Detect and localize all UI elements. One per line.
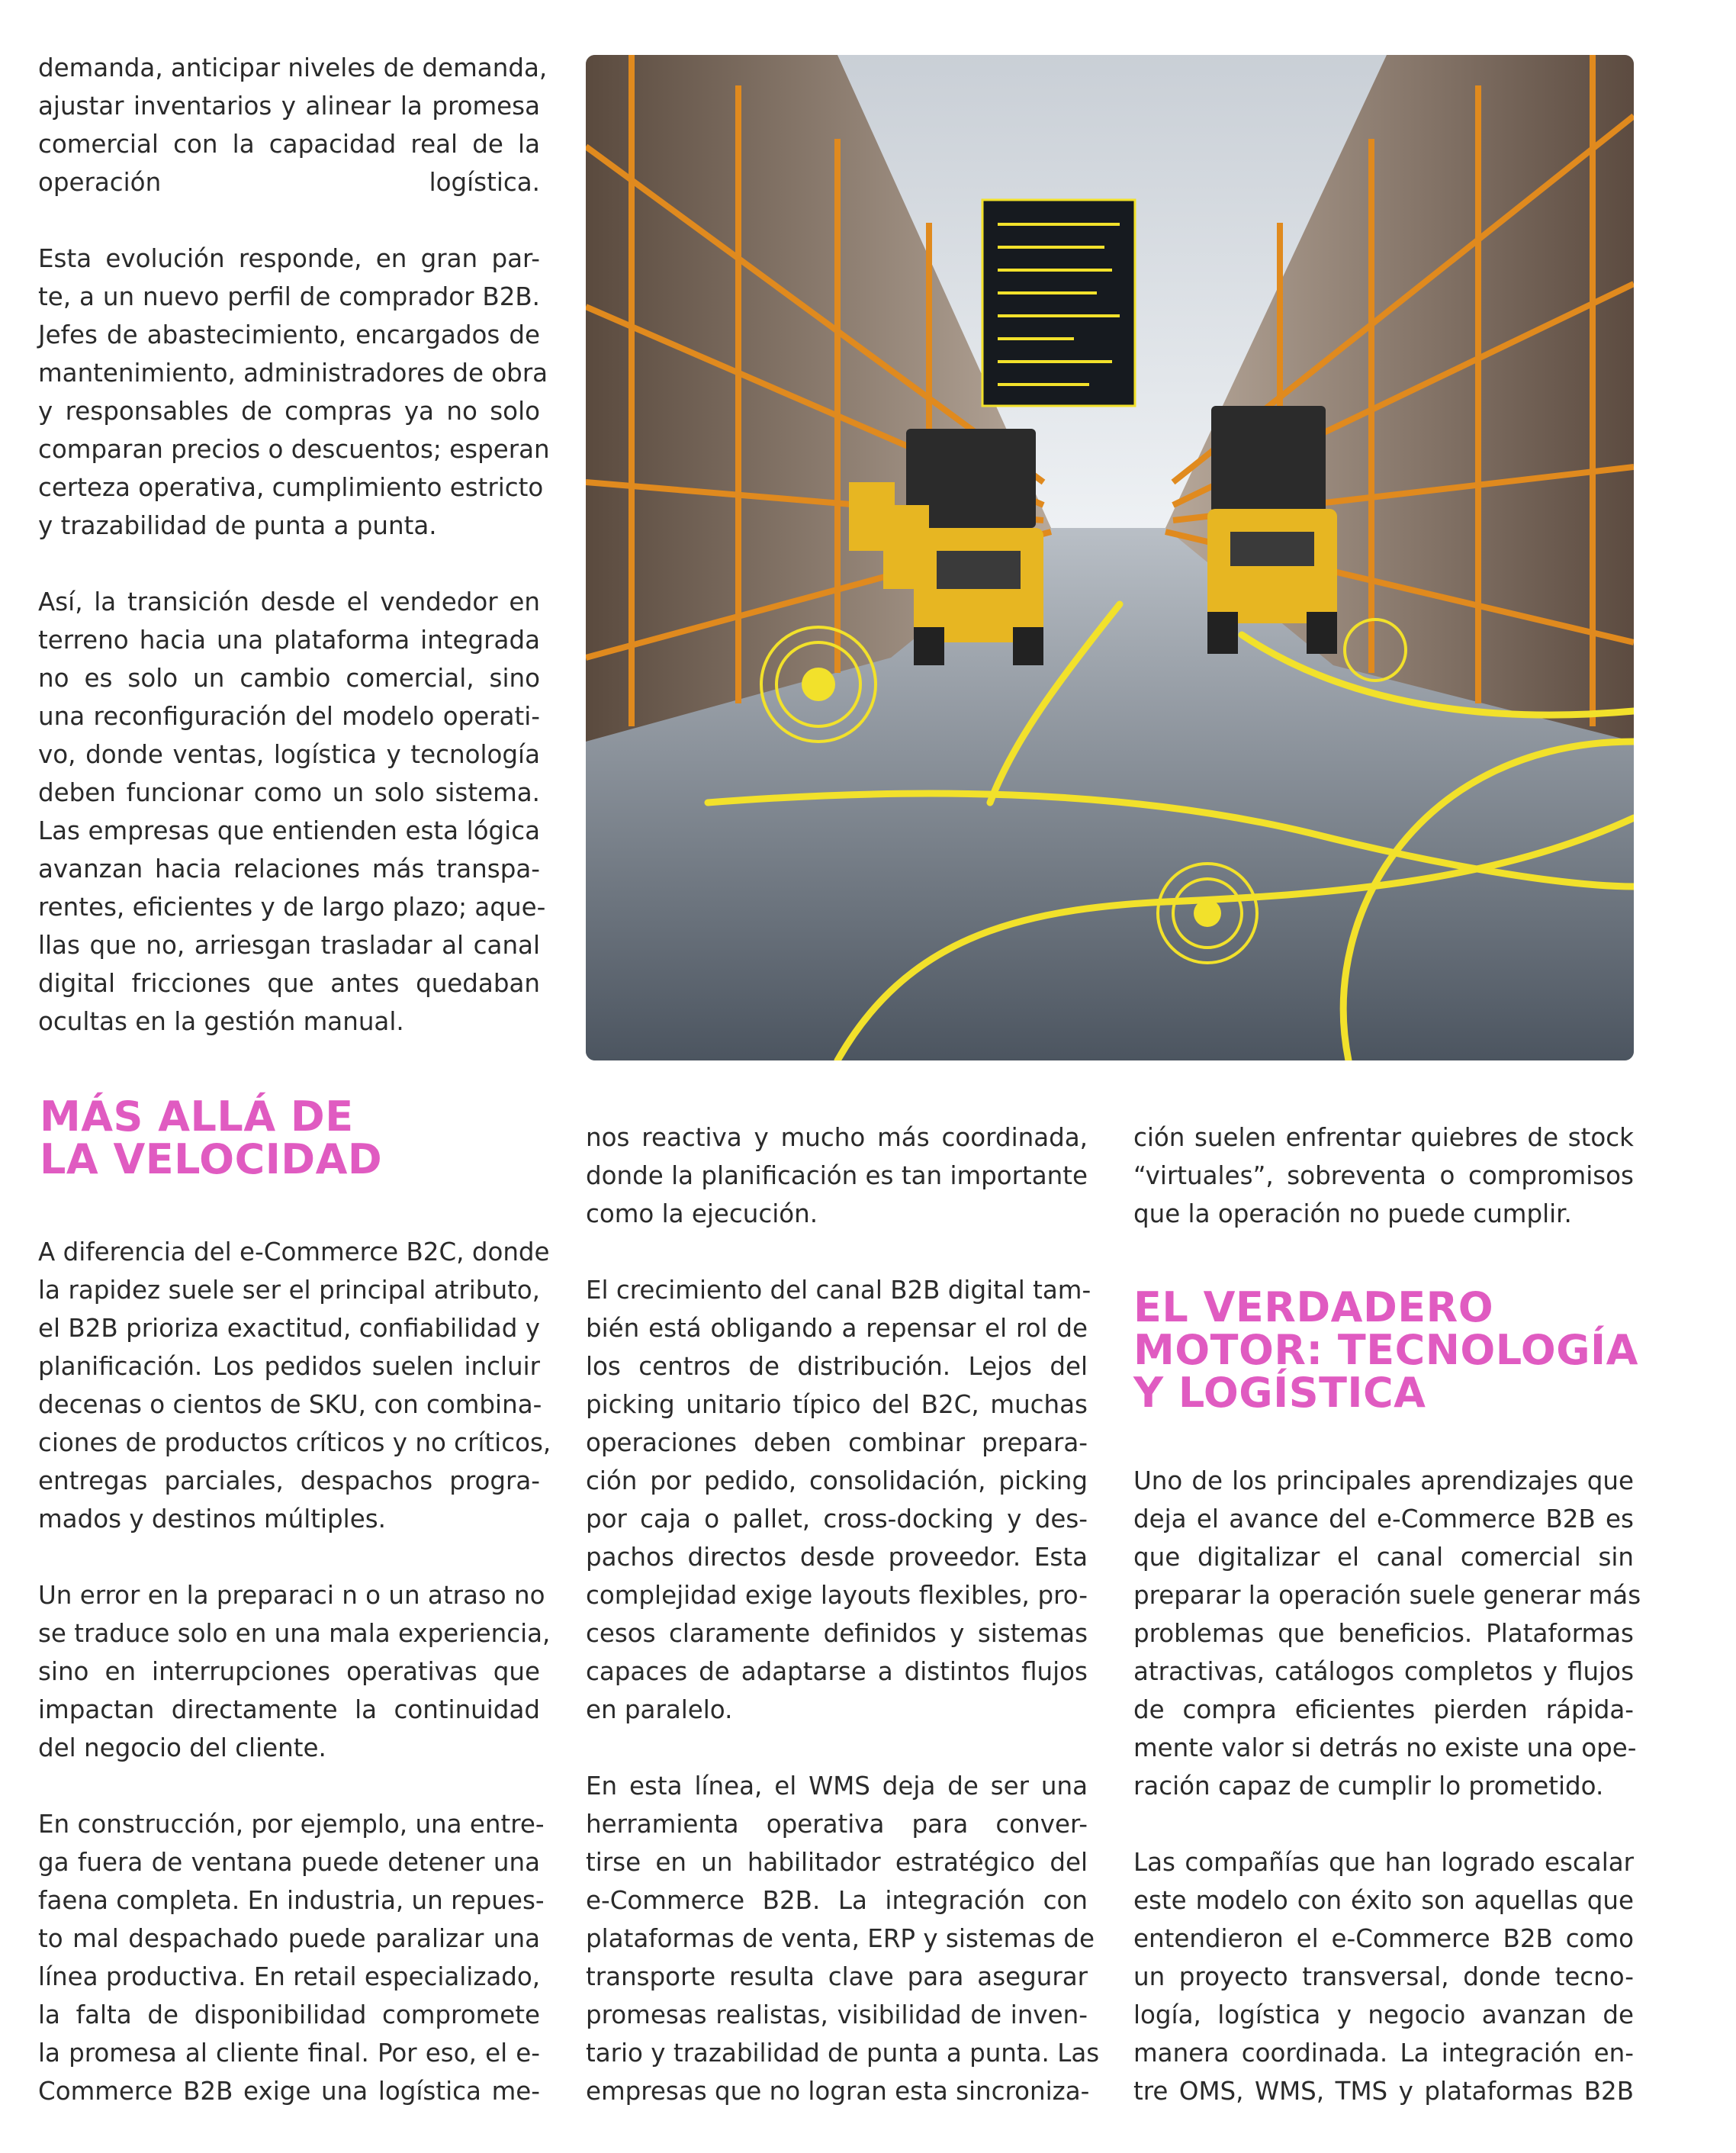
text-line: se traduce solo en una mala experiencia, bbox=[38, 1619, 551, 1648]
column2-paragraph-1 bbox=[586, 1118, 1088, 1233]
text-line: no es solo un cambio comercial, sino bbox=[38, 664, 540, 693]
text-line: manera coordinada. La integración en- bbox=[1133, 2039, 1634, 2068]
text-line: vo, donde ventas, logística y tecnología bbox=[38, 740, 540, 769]
text-line: planificación. Los pedidos suelen incluir bbox=[38, 1352, 540, 1381]
text-line: capaces de adaptarse a distintos flujos bbox=[586, 1657, 1088, 1686]
text-line: deja el avance del e-Commerce B2B es bbox=[1133, 1505, 1634, 1533]
text-line: El crecimiento del canal B2B digital tam- bbox=[586, 1276, 1091, 1305]
text-line: línea productiva. En retail especializado, bbox=[38, 1962, 541, 1991]
text-line: cesos claramente definidos y sistemas bbox=[586, 1619, 1088, 1648]
text-line: faena completa. En industria, un repues- bbox=[38, 1886, 545, 1915]
text-line: to mal despachado puede paralizar una bbox=[38, 1924, 540, 1953]
text-line: Las empresas que entienden esta lógica bbox=[38, 816, 540, 845]
text-line: bién está obligando a repensar el rol de bbox=[586, 1314, 1088, 1343]
text-line: ga fuera de ventana puede detener una bbox=[38, 1848, 540, 1877]
text-line: Un error en la preparaci n o un atraso no bbox=[38, 1581, 545, 1610]
text-line: Jefes de abastecimiento, encargados de bbox=[38, 320, 540, 349]
text-line: mantenimiento, administradores de obra bbox=[38, 359, 548, 388]
text-line: logía, logística y negocio avanzan de bbox=[1133, 2000, 1634, 2029]
text-line: certeza operativa, cumplimiento estricto bbox=[38, 473, 544, 502]
section1-paragraph-1 bbox=[38, 1233, 551, 1538]
heading-line-2: LA VELOCIDAD bbox=[40, 1135, 383, 1183]
text-line: atractivas, catálogos completos y flujos bbox=[1133, 1657, 1634, 1686]
warehouse-forklifts-image bbox=[586, 55, 1634, 1060]
text-line: preparar la operación suele generar más bbox=[1133, 1581, 1641, 1610]
text-line: el B2B prioriza exactitud, confiabilidad y bbox=[38, 1314, 540, 1343]
text-line: ciones de productos críticos y no críticos, bbox=[38, 1428, 551, 1457]
text-line: ración capaz de cumplir lo prometido. bbox=[1133, 1772, 1604, 1801]
heading-line-1: MÁS ALLÁ DE bbox=[40, 1093, 354, 1141]
section1-paragraph-3 bbox=[38, 1805, 545, 2110]
text-line: pachos directos desde proveedor. Esta bbox=[586, 1543, 1088, 1572]
text-line: sino en interrupciones operativas que bbox=[38, 1657, 540, 1686]
text-line: Las compañías que han logrado escalar bbox=[1133, 1848, 1634, 1877]
text-line: decenas o cientos de SKU, con combina- bbox=[38, 1390, 542, 1419]
text-line: y responsables de compras ya no solo bbox=[38, 397, 540, 426]
text-line: Esta evolución responde, en gran par- bbox=[38, 244, 540, 273]
text-line: los centros de distribución. Lejos del bbox=[586, 1352, 1088, 1381]
text-line: entendieron el e-Commerce B2B como bbox=[1133, 1924, 1634, 1953]
text-line: ción por pedido, consolidación, picking bbox=[586, 1466, 1088, 1495]
text-line: tre OMS, WMS, TMS y plataformas B2B bbox=[1133, 2077, 1634, 2106]
text-line: nos reactiva y mucho más coordinada, bbox=[586, 1123, 1088, 1152]
text-line: impactan directamente la continuidad bbox=[38, 1695, 540, 1724]
column2-paragraph-3 bbox=[586, 1767, 1100, 2110]
intro-paragraph-1 bbox=[38, 49, 548, 201]
text-line: plataformas de venta, ERP y sistemas de bbox=[586, 1924, 1095, 1953]
column2-paragraph-2 bbox=[586, 1271, 1091, 1729]
column3-paragraph-2 bbox=[1133, 1462, 1641, 1805]
intro-paragraph-2 bbox=[38, 240, 550, 545]
intro-paragraph-3 bbox=[38, 583, 546, 1041]
text-line: llas que no, arriesgan trasladar al canal bbox=[38, 931, 540, 960]
text-line: mente valor si detrás no existe una ope- bbox=[1133, 1733, 1637, 1762]
text-line: empresas que no logran esta sincroniza- bbox=[586, 2077, 1090, 2106]
text-line: complejidad exige layouts flexibles, pro- bbox=[586, 1581, 1088, 1610]
text-line: te, a un nuevo perfil de comprador B2B. bbox=[38, 282, 540, 311]
text-line: En esta línea, el WMS deja de ser una bbox=[586, 1772, 1088, 1801]
text-line: “virtuales”, sobreventa o compromisos bbox=[1133, 1161, 1634, 1190]
text-line: terreno hacia una plataforma integrada bbox=[38, 626, 540, 655]
text-line: demanda, anticipar niveles de demanda, bbox=[38, 53, 548, 82]
text-line: A diferencia del e-Commerce B2C, donde bbox=[38, 1237, 550, 1266]
text-line: una reconfiguración del modelo operati- bbox=[38, 702, 540, 731]
text-line: del negocio del cliente. bbox=[38, 1733, 326, 1762]
heading-line-2: MOTOR: TECNOLOGÍA bbox=[1133, 1326, 1638, 1374]
text-line: herramienta operativa para conver- bbox=[586, 1810, 1088, 1839]
text-line: operación logística. bbox=[38, 168, 540, 197]
text-line: por caja o pallet, cross-docking y des- bbox=[586, 1505, 1088, 1533]
text-line: transporte resulta clave para asegurar bbox=[586, 1962, 1088, 1991]
text-line: como la ejecución. bbox=[586, 1199, 818, 1228]
text-line: de compra eficientes pierden rápida- bbox=[1133, 1695, 1634, 1724]
text-line: deben funcionar como un solo sistema. bbox=[38, 778, 540, 807]
text-line: que la operación no puede cumplir. bbox=[1133, 1199, 1572, 1228]
text-line: que digitalizar el canal comercial sin bbox=[1133, 1543, 1634, 1572]
text-line: Commerce B2B exige una logística me- bbox=[38, 2077, 540, 2106]
column3-paragraph-1 bbox=[1133, 1118, 1634, 1233]
text-line: y trazabilidad de punta a punta. bbox=[38, 511, 437, 540]
text-line: tario y trazabilidad de punta a punta. Las bbox=[586, 2039, 1100, 2068]
text-line: ajustar inventarios y alinear la promesa bbox=[38, 92, 540, 121]
text-line: ción suelen enfrentar quiebres de stock bbox=[1133, 1123, 1634, 1152]
text-line: comercial con la capacidad real de la bbox=[38, 130, 540, 159]
text-line: en paralelo. bbox=[586, 1695, 733, 1724]
text-line: rentes, eficientes y de largo plazo; aque- bbox=[38, 893, 546, 922]
text-line: e-Commerce B2B. La integración con bbox=[586, 1886, 1088, 1915]
text-line: digital fricciones que antes quedaban bbox=[38, 969, 540, 998]
text-line: comparan precios o descuentos; esperan bbox=[38, 435, 550, 464]
text-line: ocultas en la gestión manual. bbox=[38, 1007, 404, 1036]
text-line: este modelo con éxito son aquellas que bbox=[1133, 1886, 1634, 1915]
column3-paragraph-3 bbox=[1133, 1843, 1634, 2110]
text-line: la rapidez suele ser el principal atributo, bbox=[38, 1276, 540, 1305]
text-line: promesas realistas, visibilidad de inven- bbox=[586, 2000, 1088, 2029]
text-line: Uno de los principales aprendizajes que bbox=[1133, 1466, 1634, 1495]
text-line: un proyecto transversal, donde tecno- bbox=[1133, 1962, 1634, 1991]
text-line: problemas que beneficios. Plataformas bbox=[1133, 1619, 1634, 1648]
text-line: picking unitario típico del B2C, muchas bbox=[586, 1390, 1088, 1419]
text-line: la promesa al cliente final. Por eso, el e- bbox=[38, 2039, 540, 2068]
text-line: avanzan hacia relaciones más transpa- bbox=[38, 854, 540, 883]
text-line: Así, la transición desde el vendedor en bbox=[38, 587, 540, 616]
text-line: mados y destinos múltiples. bbox=[38, 1505, 386, 1533]
section-heading-verdadero-motor bbox=[1133, 1283, 1638, 1417]
text-line: tirse en un habilitador estratégico del bbox=[586, 1848, 1088, 1877]
text-line: En construcción, por ejemplo, una entre- bbox=[38, 1810, 545, 1839]
text-line: la falta de disponibilidad compromete bbox=[38, 2000, 540, 2029]
text-line: operaciones deben combinar prepara- bbox=[586, 1428, 1088, 1457]
section1-paragraph-2 bbox=[38, 1576, 551, 1767]
heading-line-1: EL VERDADERO bbox=[1133, 1283, 1494, 1331]
section-heading-mas-alla bbox=[40, 1093, 383, 1183]
heading-line-3: Y LOGÍSTICA bbox=[1133, 1369, 1426, 1417]
text-line: donde la planificación es tan importante bbox=[586, 1161, 1088, 1190]
text-line: entregas parciales, despachos progra- bbox=[38, 1466, 540, 1495]
